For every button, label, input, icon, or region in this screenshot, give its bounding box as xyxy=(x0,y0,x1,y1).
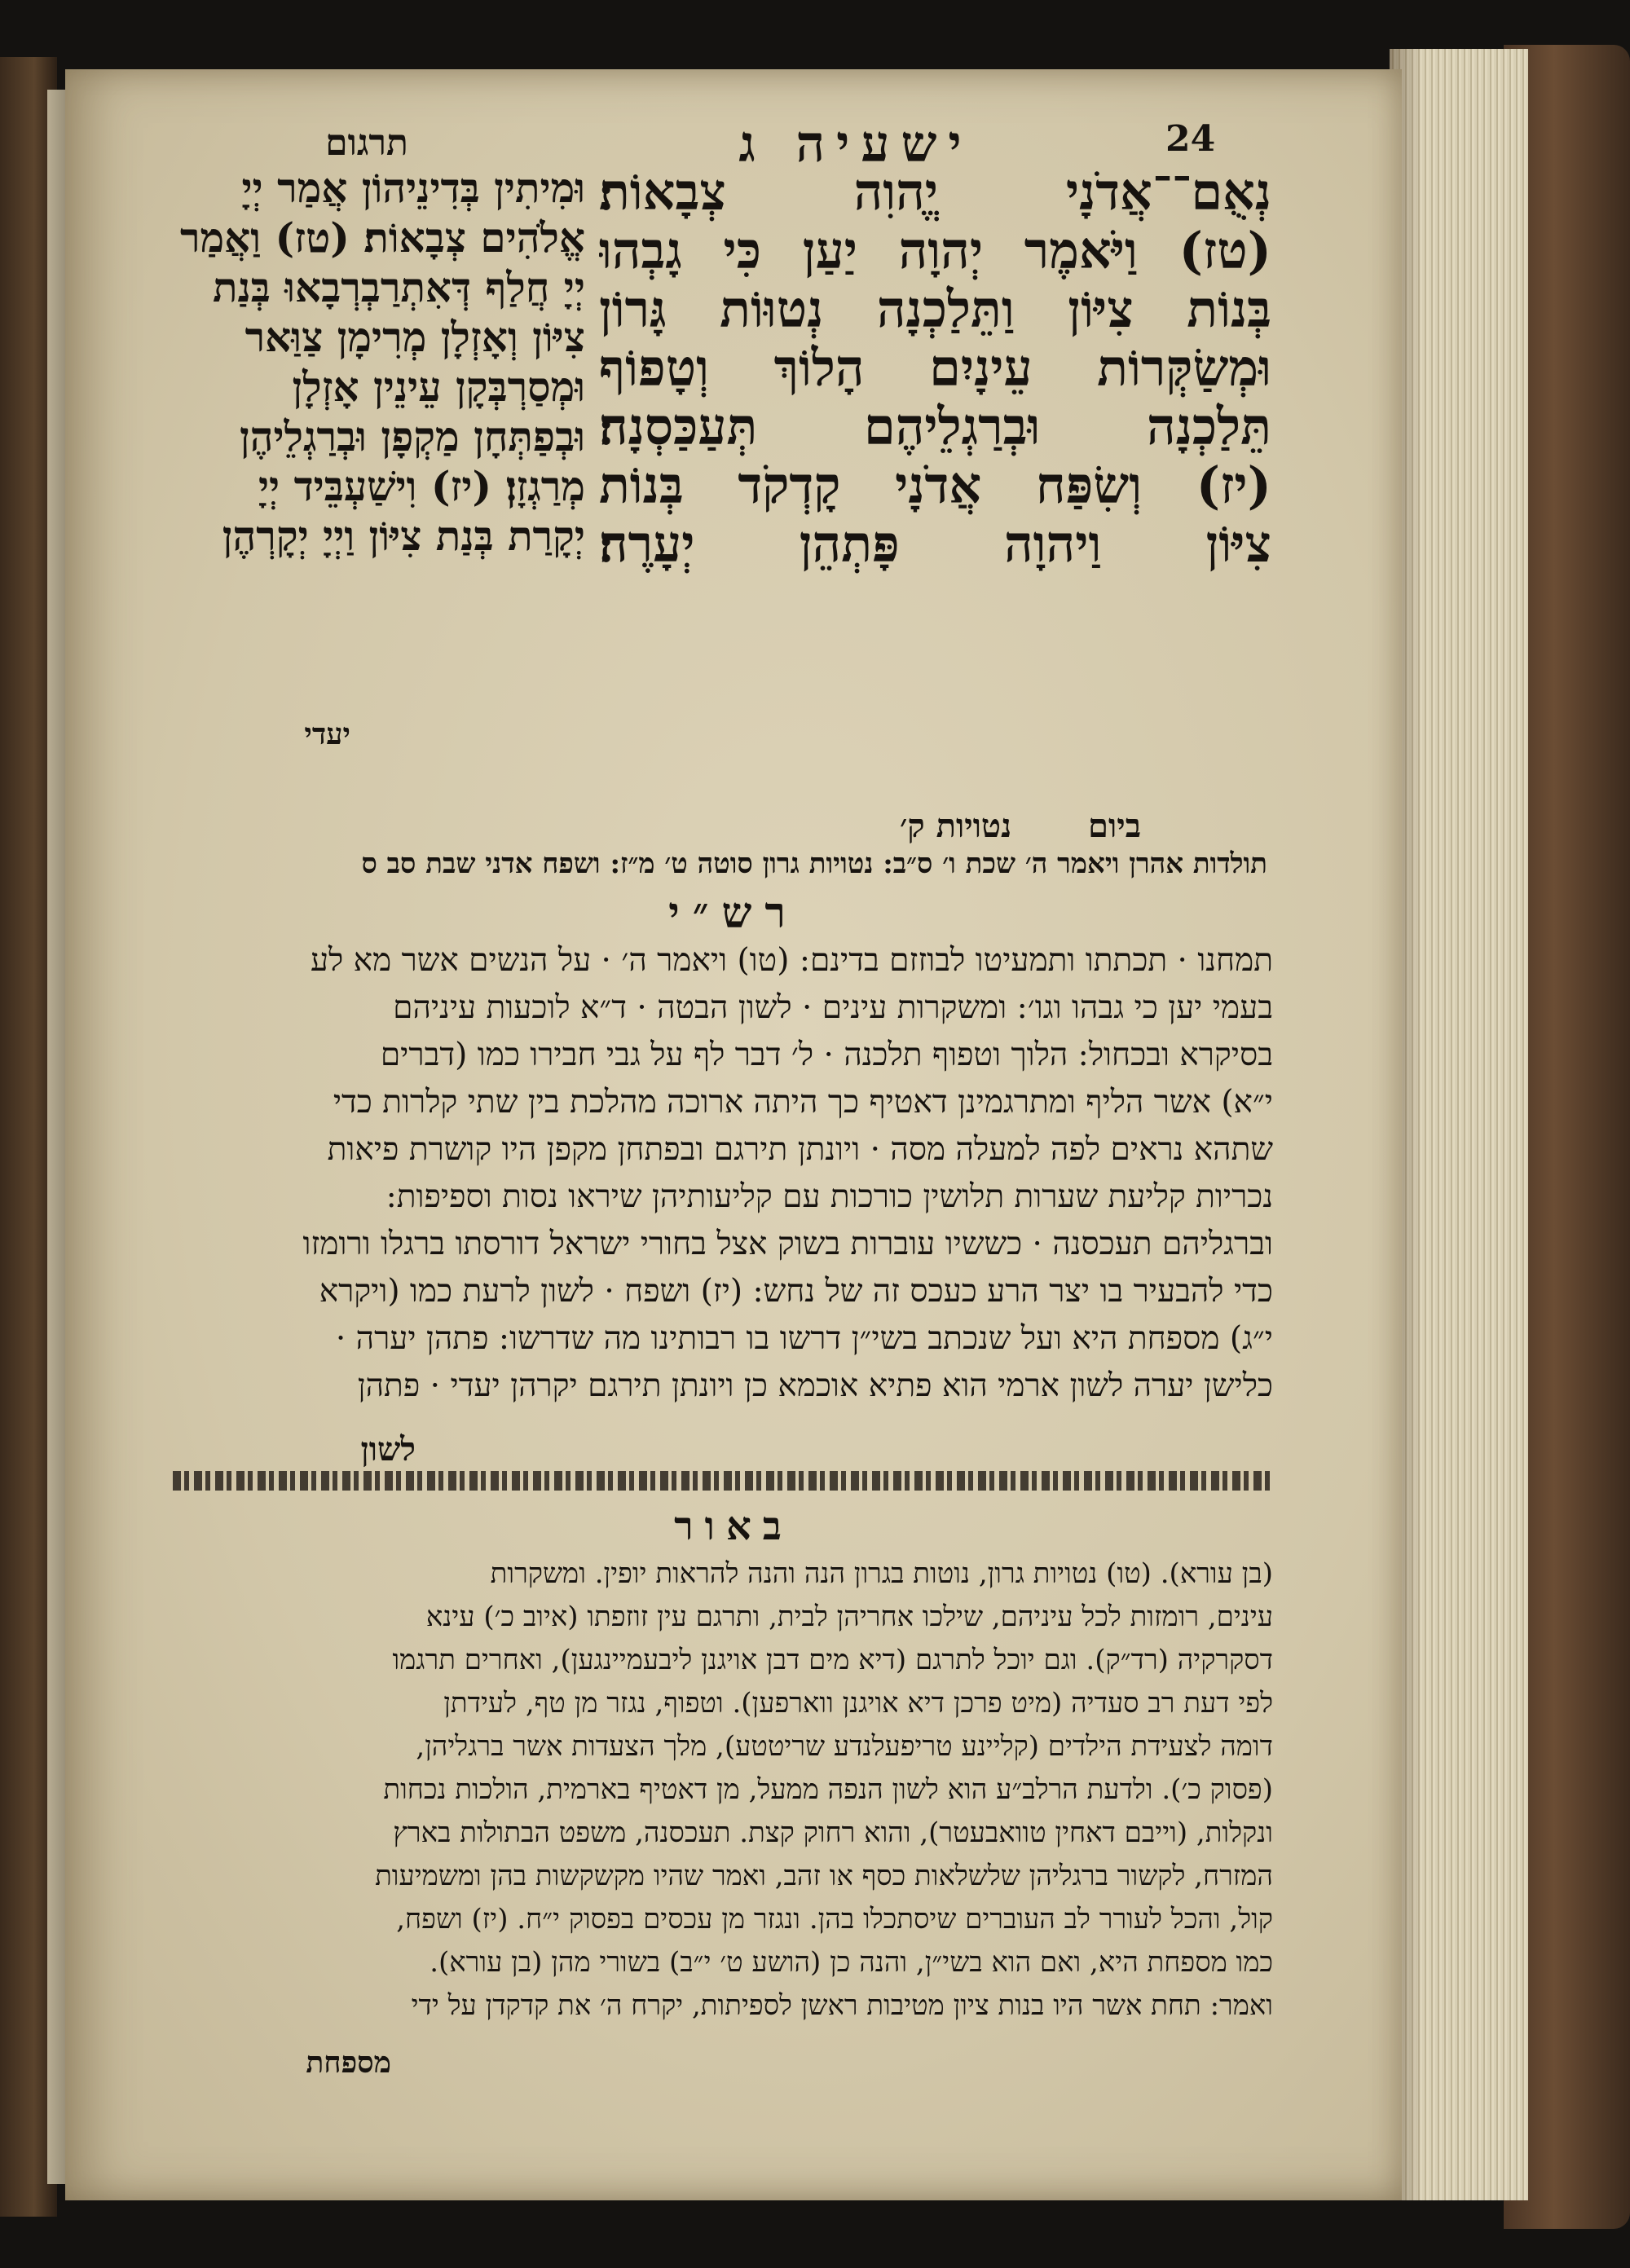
rashi-line: וברגליהם תעכסנה · כששיו עוברות בשוק אצל בחורי ישראל דורסתו ברגלו ורומזו xyxy=(302,1226,1273,1262)
biur-heading: באור xyxy=(674,1504,793,1549)
targum-line: יְקָרַת בְּנַת צִיּוֹן וַיְיָ יְקָרְהֶן xyxy=(222,512,585,560)
biur-line: דסקרקיה (רד״ק). וגם יוכל לתרגם (דיא מים דבן אויגנן ליבעמיינגען), ואחרים תרגמו xyxy=(392,1644,1273,1676)
rashi-line: י״א) אשר הליף ומתרגמינן דאטיף כך היתה ארוכה מהלכת בין שתי קלרות כדי xyxy=(333,1084,1273,1121)
hebrew-line: (יז) וְשִׂפַּח אֲדֹנָי קָדְקֹד בְּנוֹת xyxy=(599,456,1271,515)
running-head: ישעיה ג xyxy=(738,114,973,174)
targum-line: מְרַגְזָן׃ (יז) וִישַׁעְבֵּיד יְיָ xyxy=(258,462,585,510)
rashi-line: תמחנו · תכתתו ותמעיטו לבוזזם בדינם: (טו) ויאמר ה׳ · על הנשים אשר מא לע xyxy=(310,942,1273,979)
hebrew-line: תֵּלַכְנָה וּבְרַגְלֵיהֶם תְּעַכַּסְנָה׃ xyxy=(599,398,1271,456)
biur-catchword: מספחת xyxy=(306,2046,391,2080)
masorah-catchword: ביום xyxy=(1088,807,1141,845)
toldot-reference-line: תולדות אהרן ויאמר ה׳ שכת ו׳ ס״ב: נטויות גרון סוטה ט׳ מ״ז: ושפח אדני שבת סב ס xyxy=(361,848,1267,880)
rashi-commentary xyxy=(173,937,1273,1410)
hebrew-line: בְּנוֹת צִיּוֹן וַתֵּלַכְנָה נְטוּוֹת גָּרוֹן xyxy=(599,280,1271,339)
hebrew-line: צִיּוֹן וַיהוָה פָּתְהֵן יְעָרֶה׃ xyxy=(599,515,1271,574)
biur-line: (פסוק כ׳). ולדעת הרלב״ע הוא לשון הנפה ממעל, מן דאטיף בארמית, הולכות נכחות xyxy=(383,1773,1273,1806)
biur-line: קול, והכל לעורר לב העוברים שיסתכלו בהן. ונגזר מן עכסים בפסוק י״ח. (יז) ושפח, xyxy=(396,1903,1273,1936)
hebrew-line: נְאֻם־־אֲדֹנָי יֱהוִה צְבָאוֹת׃ xyxy=(599,163,1271,222)
rashi-line: כדי להבעיר בו יצר הרע כעכס זה של נחש: (יז) ושפח · לשון לרעת כמו (ויקרא xyxy=(319,1273,1273,1310)
rashi-line: כלישן יערה לשון ארמי הוא פתיא אוכמא כן ויונתן תירגם יקרהן יעדי · פתהן xyxy=(357,1367,1273,1404)
masorah-note-row xyxy=(489,807,1141,845)
biur-line: עינים, רומזות לכל עיניהם, שילכו אחריהן לבית, ותרגם עין זוזפתו (איוב כ׳) עינא xyxy=(425,1601,1273,1633)
targum-line: אֱלֹהִים צְבָאוֹת׃ (טז) וַאֲמַר xyxy=(179,214,585,262)
rashi-line: בעמי יען כי גבהו וגו׳: ומשקרות עינים · לשון הבטה · ד״א לוכעות עיניהם xyxy=(393,989,1273,1026)
rashi-catchword: לשון xyxy=(360,1430,416,1469)
biur-line: כמו מספחת היא, ואם הוא בשי״ן, והנה כן (הושע ט׳ י״ב) בשורי מהן (בן עורא). xyxy=(430,1946,1273,1979)
targum-line: וּמִיתִין בְּדִינֵיהוֹן אֲמַר יְיָ xyxy=(241,164,585,212)
rashi-heading: רש״י xyxy=(668,888,799,938)
biur-line: ונקלות, (וייבם דאחין טוואבעטר), והוא רחוק קצת. תעכסנה, משפט הבתולות בארץ xyxy=(393,1817,1273,1849)
biur-line: ואמר: תחת אשר היו בנות ציון מטיבות ראשן לספיתות, יקרח ה׳ את קדקדן על ידי xyxy=(411,1989,1273,2022)
hebrew-line: (טז) וַיֹּאמֶר יְהוָה יַעַן כִּי גָבְהוּ xyxy=(599,222,1271,280)
targum-line: וּמְסַרְבְּקָן עֵינֵין אָזְלָן xyxy=(292,363,585,411)
biur-line: המזרח, לקשור ברגליהן שלשלאות כסף או זהב, ואמר שהיו מקשקשות בהן ומשמיעות xyxy=(375,1860,1273,1892)
targum-heading: תרגום xyxy=(325,122,408,164)
rashi-line: בסיקרא ובכחול: הלוך וטפוף תלכנה · ל׳ דבר לף על גבי חבירו כמו (דברים xyxy=(380,1037,1273,1073)
targum-catchword: יעדי xyxy=(304,717,350,751)
hebrew-line: וּמְשַׂקְּרוֹת עֵינָיִם הָלוֹךְ וְטָפוֹף xyxy=(599,339,1271,398)
rashi-line: נכריות קליעת שערות תלושין כורכות עם קליעותיהן שיראו נסות וספיפות: xyxy=(385,1178,1273,1215)
biur-commentary xyxy=(173,1552,1273,2028)
biur-line: (בן עורא). (טו) נטויות גרון, נוטות בגרון הנה והנה להראות יופין. ומשקרות xyxy=(490,1557,1273,1590)
targum-line: יְיָ חֲלַף דְּאִתְרַבְרְבָאוּ בְּנַת xyxy=(212,263,585,311)
biur-line: דומה לצעידת הילדים (קליינע טריפעלנדע שריטטע), מלך הצעדות אשר ברגליהן, xyxy=(416,1730,1273,1763)
targum-line: צִיּוֹן וְאָזְלָן מְרִימָן צַוַּאר xyxy=(244,313,585,361)
targum-line: וּבְפַתְּחָן מַקְפָן וּבְרַגְלֵיהֶן xyxy=(239,412,585,460)
page-number: 24 xyxy=(1165,118,1216,160)
rashi-line: י״ג) מספחת היא ועל שנכתב בשי״ן דרשו בו רבותינו מה שדרשו: פתהן יערה · xyxy=(335,1320,1273,1357)
targum-text-column xyxy=(178,163,585,561)
ornamental-divider xyxy=(173,1471,1273,1491)
hebrew-text-column xyxy=(599,163,1271,574)
rashi-line: שתהא נראים לפה למעלה מסה · ויונתן תירגם ובפתחן מקפן היו קושרת פיאות xyxy=(327,1131,1273,1168)
masorah-note: נטויות ק׳ xyxy=(900,807,1012,845)
biur-line: לפי דעת רב סעדיה (מיט פרכן דיא אויגנן ווארפען). וטפוף, נגזר מן טף, לעידתן xyxy=(443,1687,1273,1720)
